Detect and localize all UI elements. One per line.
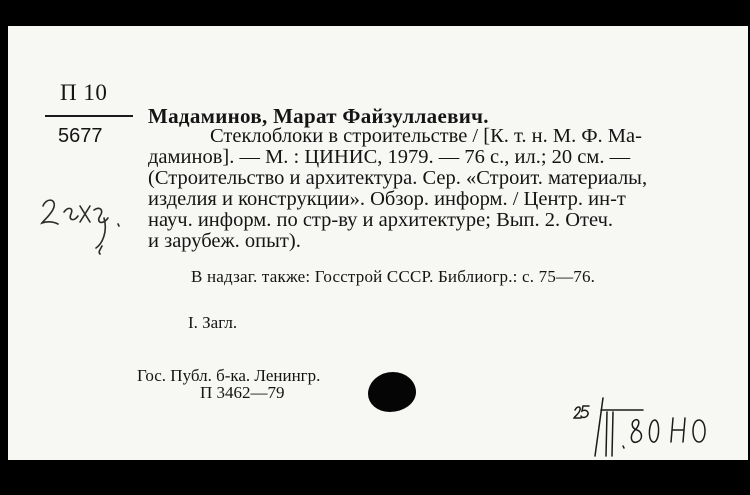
inventory-number: 5677 [58, 125, 103, 147]
description-line: даминов]. — М. : ЦИНИС, 1979. — 76 с., ил.; 20 см. — [148, 146, 631, 168]
description-line: науч. информ. по стр-ву и архитектуре; Вып. 2. Отеч. [148, 209, 614, 231]
description-line: изделия и конструкции». Обзор. информ. / Центр. ин-т [148, 188, 626, 210]
tracing-line: I. Загл. [188, 313, 238, 332]
library-name: Гос. Публ. б-ка. Ленингр. [137, 366, 321, 385]
author-heading: Мадаминов, Марат Файзуллаевич. [148, 104, 489, 128]
catalog-card [8, 26, 748, 460]
description-line: Стеклоблоки в строительстве / [К. т. н. М. Ф. Ма- [210, 125, 642, 147]
handwritten-note [38, 176, 138, 266]
classification-code: П 10 [60, 80, 108, 105]
divider-rule [45, 115, 133, 117]
description-line: и зарубеж. опыт). [148, 230, 301, 252]
library-number: П 3462—79 [200, 383, 285, 402]
note-line: В надзаг. также: Госстрой СССР. Библиогр.: с. 75—76. [191, 267, 596, 286]
description-line: (Строительство и архитектура. Сер. «Строит. материалы, [148, 167, 648, 189]
handwritten-date-stamp [573, 396, 748, 476]
ink-blot [368, 372, 416, 412]
